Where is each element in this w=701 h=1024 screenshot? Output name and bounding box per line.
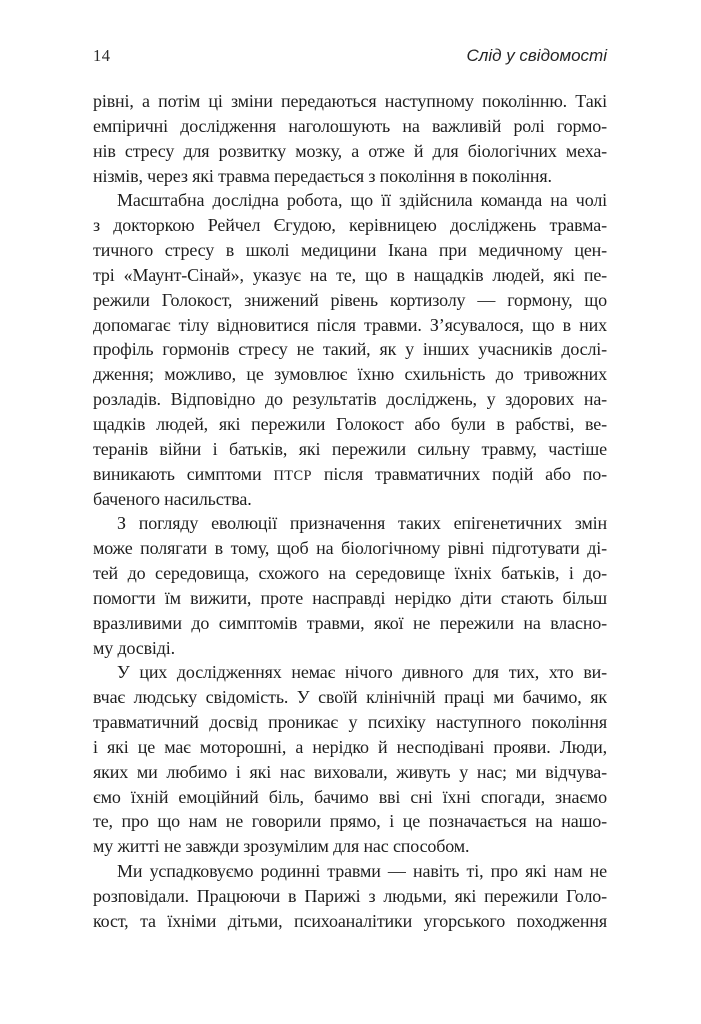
- ptsd-smallcaps: ПТСР: [273, 467, 312, 484]
- text-line: тичного стресу в школі медицини Ікана при медичному цен-: [93, 240, 607, 261]
- paragraph: [93, 660, 607, 859]
- text-line: дження; можливо, це зумовлює їхню схильність до тривожних: [93, 364, 607, 385]
- paragraph: [93, 511, 607, 660]
- text-line: допомагає тілу відновитися після травми. З’ясувалося, що в них: [93, 314, 607, 335]
- text-line: му житті не завжди зрозумілим для нас способом.: [93, 836, 470, 857]
- text-line: вразливими до симптомів травми, якої не пережили на власно-: [93, 612, 607, 633]
- text-line: щадків людей, які пережили Голокост або були в рабстві, ве-: [93, 413, 607, 434]
- text-line: теранів війни і батьків, які пережили сильну травму, частіше: [93, 438, 607, 459]
- paragraph: [93, 188, 607, 511]
- text-line: Ми успадковуємо родинні травми — навіть ті, про які нам не: [117, 861, 607, 882]
- text-line: му досвіді.: [93, 637, 175, 658]
- text-line: може полягати в тому, щоб на біологічному рівні підготувати ді-: [93, 538, 607, 559]
- text-line: емпіричні дослідження наголошують на важливій ролі гормо-: [93, 115, 607, 136]
- running-title: Слід у свідомості: [466, 46, 607, 65]
- text-line: рівні, а потім ці зміни передаються наступному поколінню. Такі: [93, 91, 607, 111]
- text-line: У цих дослідженнях немає нічого дивного для тих, хто ви-: [117, 662, 607, 683]
- text-line: травматичний досвід проникає у психіку наступного покоління: [93, 712, 607, 733]
- text-line: те, про що нам не говорили прямо, і це позначається на нашо-: [93, 811, 607, 832]
- text-line: розладів. Відповідно до результатів досліджень, у здорових на-: [93, 389, 607, 410]
- paragraph: [93, 859, 607, 934]
- text-line: розповідали. Працюючи в Парижі з людьми, які пережили Голо-: [93, 886, 607, 906]
- text-line: трі «Маунт-Сінай», указує на те, що в нащадків людей, які пе-: [93, 264, 607, 285]
- text-line: баченого насильства.: [93, 488, 252, 509]
- text-line: режили Голокост, знижений рівень кортизолу — гормону, що: [93, 289, 607, 310]
- text-line: з докторкою Рейчел Єгудою, керівницею досліджень травма-: [93, 215, 607, 236]
- paragraph: [93, 89, 607, 188]
- page-header: [93, 46, 607, 66]
- text-line: нів стресу для розвитку мозку, а отже й для біологічних меха-: [93, 140, 607, 161]
- text-line: Масштабна дослідна робота, що її здійснила команда на чолі: [117, 190, 607, 211]
- text-line: З погляду еволюції призначення таких епігенетичних змін: [117, 513, 607, 534]
- page-number: 14: [93, 46, 111, 65]
- text-line: яких ми любимо і які нас виховали, живуть у нас; ми відчува-: [93, 761, 607, 782]
- body-text: [93, 89, 607, 934]
- text-line: і які це має моторошні, а нерідко й несподівані прояви. Люди,: [93, 736, 607, 757]
- text-line: ємо їхній емоційний біль, бачимо вві сні їхні спогади, знаємо: [93, 786, 607, 807]
- text-line: помогти їм вижити, проте насправді нерідко діти стають більш: [93, 587, 607, 608]
- text-line: профіль гормонів стресу не такий, як у інших учасників дослі-: [93, 339, 607, 360]
- text-line: вчає людську свідомість. У своїй клінічній праці ми бачимо, як: [93, 687, 607, 708]
- text-line: нізмів, через які травма передається з покоління в покоління.: [93, 165, 552, 186]
- text-line: кост, та їхніми дітьми, психоаналітики угорського походження: [93, 910, 607, 931]
- text-line: тей до середовища, схожого на середовище їхніх батьків, і до-: [93, 563, 607, 584]
- text-line: виникають симптоми ПТСР після травматичних подій або по-: [93, 463, 607, 484]
